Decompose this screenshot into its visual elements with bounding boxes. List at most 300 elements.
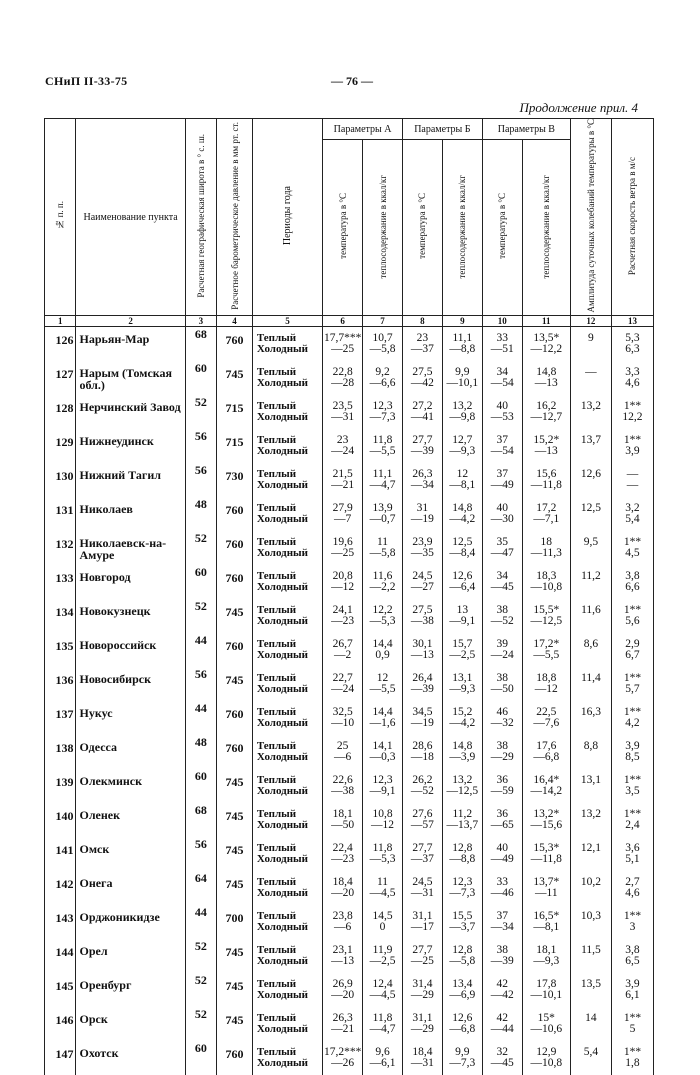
heat-b: 9,9 —10,1	[442, 361, 482, 395]
pressure: 700	[217, 905, 253, 939]
header-lat: Расчетная географическая широта в ° с. ш.	[185, 119, 216, 316]
wind-speed: 3,2 5,4	[611, 497, 653, 531]
station-name: Новосибирск	[76, 667, 185, 701]
amplitude: 14	[570, 1007, 611, 1041]
station-name: Николаевск-на-Амуре	[76, 531, 185, 565]
amplitude: 12,6	[570, 463, 611, 497]
wind-speed: 1** 5,6	[611, 599, 653, 633]
temp-a: 17,7*** —25	[323, 327, 363, 362]
temp-b: 27,6 —57	[402, 803, 442, 837]
heat-a: 11,9 —2,5	[363, 939, 403, 973]
row-number: 137	[45, 701, 76, 735]
header-temp-b: температура в °C	[402, 140, 442, 316]
latitude: 68	[185, 803, 216, 837]
wind-speed: 1** 4,5	[611, 531, 653, 565]
heat-b: 14,8 —3,9	[442, 735, 482, 769]
table-row	[45, 633, 654, 667]
periods: Теплый Холодный	[252, 871, 322, 905]
row-number: 136	[45, 667, 76, 701]
document-code: СНиП II-33-75	[45, 74, 128, 88]
periods: Теплый Холодный	[252, 429, 322, 463]
temp-a: 18,4 —20	[323, 871, 363, 905]
table-row	[45, 735, 654, 769]
temp-b: 30,1 —13	[402, 633, 442, 667]
row-number: 138	[45, 735, 76, 769]
heat-b: 15,5 —3,7	[442, 905, 482, 939]
header-temp-v: температура в °C	[482, 140, 522, 316]
heat-a: 9,6 —6,1	[363, 1041, 403, 1075]
temp-v: 38 —50	[482, 667, 522, 701]
station-name: Нарьян-Мар	[76, 327, 185, 362]
station-name: Орск	[76, 1007, 185, 1041]
heat-v: 12,9 —10,8	[522, 1041, 570, 1075]
wind-speed: 1** 2,4	[611, 803, 653, 837]
temp-v: 33 —46	[482, 871, 522, 905]
heat-v: 16,4* —14,2	[522, 769, 570, 803]
heat-v: 16,2 —12,7	[522, 395, 570, 429]
latitude: 60	[185, 1041, 216, 1075]
row-number: 129	[45, 429, 76, 463]
row-number: 134	[45, 599, 76, 633]
temp-b: 26,3 —34	[402, 463, 442, 497]
pressure: 715	[217, 395, 253, 429]
heat-b: 11,2 —13,7	[442, 803, 482, 837]
heat-b: 14,8 —4,2	[442, 497, 482, 531]
station-name: Новгород	[76, 565, 185, 599]
wind-speed: 3,8 6,6	[611, 565, 653, 599]
temp-b: 27,5 —42	[402, 361, 442, 395]
amplitude: 12,1	[570, 837, 611, 871]
heat-a: 12 —5,5	[363, 667, 403, 701]
heat-a: 11,1 —4,7	[363, 463, 403, 497]
heat-v: 18,1 —9,3	[522, 939, 570, 973]
row-number: 139	[45, 769, 76, 803]
temp-a: 24,1 —23	[323, 599, 363, 633]
heat-a: 14,4 —1,6	[363, 701, 403, 735]
station-name: Нижний Тагил	[76, 463, 185, 497]
table-row	[45, 871, 654, 905]
heat-b: 12,6 —6,8	[442, 1007, 482, 1041]
latitude: 44	[185, 633, 216, 667]
latitude: 56	[185, 463, 216, 497]
heat-a: 12,3 —7,3	[363, 395, 403, 429]
heat-b: 13,4 —6,9	[442, 973, 482, 1007]
temp-b: 26,4 —39	[402, 667, 442, 701]
heat-a: 12,3 —9,1	[363, 769, 403, 803]
table-row	[45, 599, 654, 633]
latitude: 68	[185, 327, 216, 362]
heat-a: 14,4 0,9	[363, 633, 403, 667]
latitude: 60	[185, 361, 216, 395]
periods: Теплый Холодный	[252, 497, 322, 531]
latitude: 60	[185, 769, 216, 803]
row-number: 126	[45, 327, 76, 362]
wind-speed: 3,3 4,6	[611, 361, 653, 395]
row-number: 143	[45, 905, 76, 939]
heat-a: 11,6 —2,2	[363, 565, 403, 599]
periods: Теплый Холодный	[252, 973, 322, 1007]
heat-a: 13,9 —0,7	[363, 497, 403, 531]
header-heat-v: теплосодержание в ккал/кг	[522, 140, 570, 316]
latitude: 48	[185, 497, 216, 531]
heat-b: 12,8 —5,8	[442, 939, 482, 973]
temp-a: 26,9 —20	[323, 973, 363, 1007]
periods: Теплый Холодный	[252, 667, 322, 701]
pressure: 745	[217, 667, 253, 701]
heat-b: 11,1 —8,8	[442, 327, 482, 362]
header-num: № п. п.	[45, 119, 76, 316]
table-row	[45, 531, 654, 565]
periods: Теплый Холодный	[252, 361, 322, 395]
heat-b: 12,5 —8,4	[442, 531, 482, 565]
temp-v: 38 —39	[482, 939, 522, 973]
row-number: 132	[45, 531, 76, 565]
amplitude: 11,4	[570, 667, 611, 701]
header-temp-a: температура в °C	[323, 140, 363, 316]
heat-v: 17,2* —5,5	[522, 633, 570, 667]
heat-a: 10,7 —5,8	[363, 327, 403, 362]
wind-speed: 2,9 6,7	[611, 633, 653, 667]
header-group-b: Параметры Б	[402, 119, 482, 140]
header-wind: Расчетная скорость ветра в м/с	[611, 119, 653, 316]
table-row	[45, 905, 654, 939]
heat-v: 13,7* —11	[522, 871, 570, 905]
table-row	[45, 327, 654, 362]
heat-a: 12,4 —4,5	[363, 973, 403, 1007]
temp-a: 27,9 —7	[323, 497, 363, 531]
header-group-v: Параметры В	[482, 119, 570, 140]
temp-a: 18,1 —50	[323, 803, 363, 837]
station-name: Новороссийск	[76, 633, 185, 667]
amplitude: 13,1	[570, 769, 611, 803]
wind-speed: 1** 5	[611, 1007, 653, 1041]
temp-b: 27,7 —39	[402, 429, 442, 463]
wind-speed: 3,9 8,5	[611, 735, 653, 769]
station-name: Охотск	[76, 1041, 185, 1075]
wind-speed: 1** 1,8	[611, 1041, 653, 1075]
latitude: 52	[185, 531, 216, 565]
temp-b: 23 —37	[402, 327, 442, 362]
wind-speed: 5,3 6,3	[611, 327, 653, 362]
heat-v: 15,5* —12,5	[522, 599, 570, 633]
page-header	[45, 72, 645, 92]
row-number: 142	[45, 871, 76, 905]
temp-b: 24,5 —27	[402, 565, 442, 599]
station-name: Онега	[76, 871, 185, 905]
station-name: Нижнеудинск	[76, 429, 185, 463]
table-row	[45, 565, 654, 599]
header-periods: Периоды года	[252, 119, 322, 316]
row-number: 147	[45, 1041, 76, 1075]
periods: Теплый Холодный	[252, 463, 322, 497]
temp-v: 34 —54	[482, 361, 522, 395]
heat-b: 15,2 —4,2	[442, 701, 482, 735]
amplitude: 13,2	[570, 803, 611, 837]
heat-b: 13,2 —12,5	[442, 769, 482, 803]
temp-b: 31,1 —29	[402, 1007, 442, 1041]
heat-a: 12,2 —5,3	[363, 599, 403, 633]
header-name: Наименование пункта	[76, 119, 185, 316]
temp-v: 32 —45	[482, 1041, 522, 1075]
header-heat-a: теплосодержание в ккал/кг	[363, 140, 403, 316]
pressure: 760	[217, 327, 253, 362]
wind-speed: 1** 5,7	[611, 667, 653, 701]
table-row	[45, 701, 654, 735]
temp-b: 28,6 —18	[402, 735, 442, 769]
pressure: 760	[217, 565, 253, 599]
heat-v: 17,8 —10,1	[522, 973, 570, 1007]
temp-v: 36 —65	[482, 803, 522, 837]
temp-v: 34 —45	[482, 565, 522, 599]
station-name: Одесса	[76, 735, 185, 769]
periods: Теплый Холодный	[252, 565, 322, 599]
amplitude: 13,7	[570, 429, 611, 463]
continuation-label: Продолжение прил. 4	[519, 100, 638, 115]
latitude: 44	[185, 701, 216, 735]
temp-a: 23,1 —13	[323, 939, 363, 973]
temp-b: 24,5 —31	[402, 871, 442, 905]
row-number: 140	[45, 803, 76, 837]
climate-table	[44, 118, 654, 1075]
heat-a: 10,8 —12	[363, 803, 403, 837]
temp-b: 31,4 —29	[402, 973, 442, 1007]
table-row	[45, 1007, 654, 1041]
amplitude: 13,5	[570, 973, 611, 1007]
amplitude: 9	[570, 327, 611, 362]
table-row	[45, 837, 654, 871]
temp-a: 23,5 —31	[323, 395, 363, 429]
amplitude: 10,3	[570, 905, 611, 939]
latitude: 48	[185, 735, 216, 769]
periods: Теплый Холодный	[252, 803, 322, 837]
latitude: 56	[185, 429, 216, 463]
latitude: 56	[185, 667, 216, 701]
pressure: 715	[217, 429, 253, 463]
pressure: 760	[217, 1041, 253, 1075]
temp-v: 37 —54	[482, 429, 522, 463]
station-name: Нерчинский Завод	[76, 395, 185, 429]
temp-v: 42 —44	[482, 1007, 522, 1041]
row-number: 135	[45, 633, 76, 667]
wind-speed: 3,8 6,5	[611, 939, 653, 973]
temp-a: 22,6 —38	[323, 769, 363, 803]
heat-b: 12 —8,1	[442, 463, 482, 497]
wind-speed: 1** 3	[611, 905, 653, 939]
temp-v: 40 —49	[482, 837, 522, 871]
temp-b: 26,2 —52	[402, 769, 442, 803]
heat-v: 17,6 —6,8	[522, 735, 570, 769]
latitude: 64	[185, 871, 216, 905]
amplitude: 10,2	[570, 871, 611, 905]
periods: Теплый Холодный	[252, 939, 322, 973]
periods: Теплый Холодный	[252, 769, 322, 803]
temp-a: 19,6 —25	[323, 531, 363, 565]
temp-b: 23,9 —35	[402, 531, 442, 565]
table-row	[45, 803, 654, 837]
station-name: Олекминск	[76, 769, 185, 803]
latitude: 52	[185, 1007, 216, 1041]
temp-v: 38 —29	[482, 735, 522, 769]
periods: Теплый Холодный	[252, 1041, 322, 1075]
wind-speed: 1** 4,2	[611, 701, 653, 735]
heat-b: 12,8 —8,8	[442, 837, 482, 871]
amplitude: 13,2	[570, 395, 611, 429]
temp-b: 18,4 —31	[402, 1041, 442, 1075]
heat-v: 18,3 —10,8	[522, 565, 570, 599]
amplitude: 5,4	[570, 1041, 611, 1075]
table-row	[45, 463, 654, 497]
wind-speed: 2,7 4,6	[611, 871, 653, 905]
temp-a: 17,2*** —26	[323, 1041, 363, 1075]
heat-a: 11,8 —4,7	[363, 1007, 403, 1041]
row-number: 144	[45, 939, 76, 973]
temp-v: 37 —49	[482, 463, 522, 497]
periods: Теплый Холодный	[252, 633, 322, 667]
heat-v: 16,5* —8,1	[522, 905, 570, 939]
amplitude: —	[570, 361, 611, 395]
station-name: Нарым (Томская обл.)	[76, 361, 185, 395]
amplitude: 16,3	[570, 701, 611, 735]
latitude: 52	[185, 395, 216, 429]
heat-v: 18 —11,3	[522, 531, 570, 565]
temp-v: 33 —51	[482, 327, 522, 362]
temp-a: 25 —6	[323, 735, 363, 769]
row-number: 130	[45, 463, 76, 497]
header-group-a: Параметры А	[323, 119, 403, 140]
periods: Теплый Холодный	[252, 395, 322, 429]
latitude: 52	[185, 599, 216, 633]
pressure: 760	[217, 531, 253, 565]
wind-speed: 3,9 6,1	[611, 973, 653, 1007]
table-row	[45, 497, 654, 531]
temp-v: 42 —42	[482, 973, 522, 1007]
amplitude: 11,5	[570, 939, 611, 973]
heat-v: 15,3* —11,8	[522, 837, 570, 871]
heat-b: 12,7 —9,3	[442, 429, 482, 463]
temp-a: 22,7 —24	[323, 667, 363, 701]
header-pressure: Расчетное барометрическое давление в мм рт. ст.	[217, 119, 253, 316]
row-number: 128	[45, 395, 76, 429]
latitude: 52	[185, 973, 216, 1007]
amplitude: 11,6	[570, 599, 611, 633]
temp-a: 22,8 —28	[323, 361, 363, 395]
heat-b: 12,6 —6,4	[442, 565, 482, 599]
heat-v: 15* —10,6	[522, 1007, 570, 1041]
table-row	[45, 939, 654, 973]
heat-v: 13,5* —12,2	[522, 327, 570, 362]
amplitude: 9,5	[570, 531, 611, 565]
heat-b: 13,2 —9,8	[442, 395, 482, 429]
row-number: 141	[45, 837, 76, 871]
temp-v: 39 —24	[482, 633, 522, 667]
row-number: 146	[45, 1007, 76, 1041]
heat-a: 14,1 —0,3	[363, 735, 403, 769]
heat-v: 15,6 —11,8	[522, 463, 570, 497]
periods: Теплый Холодный	[252, 837, 322, 871]
latitude: 60	[185, 565, 216, 599]
wind-speed: 1** 12,2	[611, 395, 653, 429]
temp-a: 26,3 —21	[323, 1007, 363, 1041]
heat-a: 11,8 —5,5	[363, 429, 403, 463]
latitude: 52	[185, 939, 216, 973]
heat-v: 18,8 —12	[522, 667, 570, 701]
heat-a: 9,2 —6,6	[363, 361, 403, 395]
pressure: 745	[217, 837, 253, 871]
heat-v: 22,5 —7,6	[522, 701, 570, 735]
temp-b: 27,2 —41	[402, 395, 442, 429]
row-number: 133	[45, 565, 76, 599]
wind-speed: 1** 3,5	[611, 769, 653, 803]
pressure: 745	[217, 1007, 253, 1041]
heat-v: 15,2* —13	[522, 429, 570, 463]
heat-a: 11 —5,8	[363, 531, 403, 565]
periods: Теплый Холодный	[252, 701, 322, 735]
wind-speed: 3,6 5,1	[611, 837, 653, 871]
temp-v: 40 —53	[482, 395, 522, 429]
heat-b: 12,3 —7,3	[442, 871, 482, 905]
heat-b: 13,1 —9,3	[442, 667, 482, 701]
temp-b: 31 —19	[402, 497, 442, 531]
heat-b: 15,7 —2,5	[442, 633, 482, 667]
pressure: 745	[217, 361, 253, 395]
page-number: — 76 —	[331, 74, 373, 88]
pressure: 745	[217, 871, 253, 905]
heat-a: 14,5 0	[363, 905, 403, 939]
temp-a: 32,5 —10	[323, 701, 363, 735]
periods: Теплый Холодный	[252, 531, 322, 565]
amplitude: 12,5	[570, 497, 611, 531]
temp-a: 20,8 —12	[323, 565, 363, 599]
pressure: 745	[217, 769, 253, 803]
temp-a: 23,8 —6	[323, 905, 363, 939]
temp-b: 34,5 —19	[402, 701, 442, 735]
temp-a: 21,5 —21	[323, 463, 363, 497]
periods: Теплый Холодный	[252, 327, 322, 362]
temp-a: 22,4 —23	[323, 837, 363, 871]
latitude: 44	[185, 905, 216, 939]
row-number: 145	[45, 973, 76, 1007]
periods: Теплый Холодный	[252, 1007, 322, 1041]
column-numbers-row: 1 2 3 4 5 6 7 8 9 10 11 12 13	[45, 316, 654, 327]
table-row	[45, 429, 654, 463]
periods: Теплый Холодный	[252, 905, 322, 939]
header-amplitude: Амплитуда суточных колебаний температуры в °C	[570, 119, 611, 316]
temp-b: 31,1 —17	[402, 905, 442, 939]
table-row	[45, 973, 654, 1007]
amplitude: 8,8	[570, 735, 611, 769]
table-row	[45, 395, 654, 429]
wind-speed: — —	[611, 463, 653, 497]
station-name: Новокузнецк	[76, 599, 185, 633]
heat-v: 14,8 —13	[522, 361, 570, 395]
station-name: Орджоникидзе	[76, 905, 185, 939]
table-row	[45, 769, 654, 803]
station-name: Оренбург	[76, 973, 185, 1007]
pressure: 760	[217, 497, 253, 531]
pressure: 745	[217, 803, 253, 837]
temp-v: 36 —59	[482, 769, 522, 803]
row-number: 127	[45, 361, 76, 395]
wind-speed: 1** 3,9	[611, 429, 653, 463]
heat-v: 13,2* —15,6	[522, 803, 570, 837]
pressure: 730	[217, 463, 253, 497]
heat-a: 11 —4,5	[363, 871, 403, 905]
row-number: 131	[45, 497, 76, 531]
temp-v: 35 —47	[482, 531, 522, 565]
periods: Теплый Холодный	[252, 735, 322, 769]
heat-b: 9,9 —7,3	[442, 1041, 482, 1075]
latitude: 56	[185, 837, 216, 871]
